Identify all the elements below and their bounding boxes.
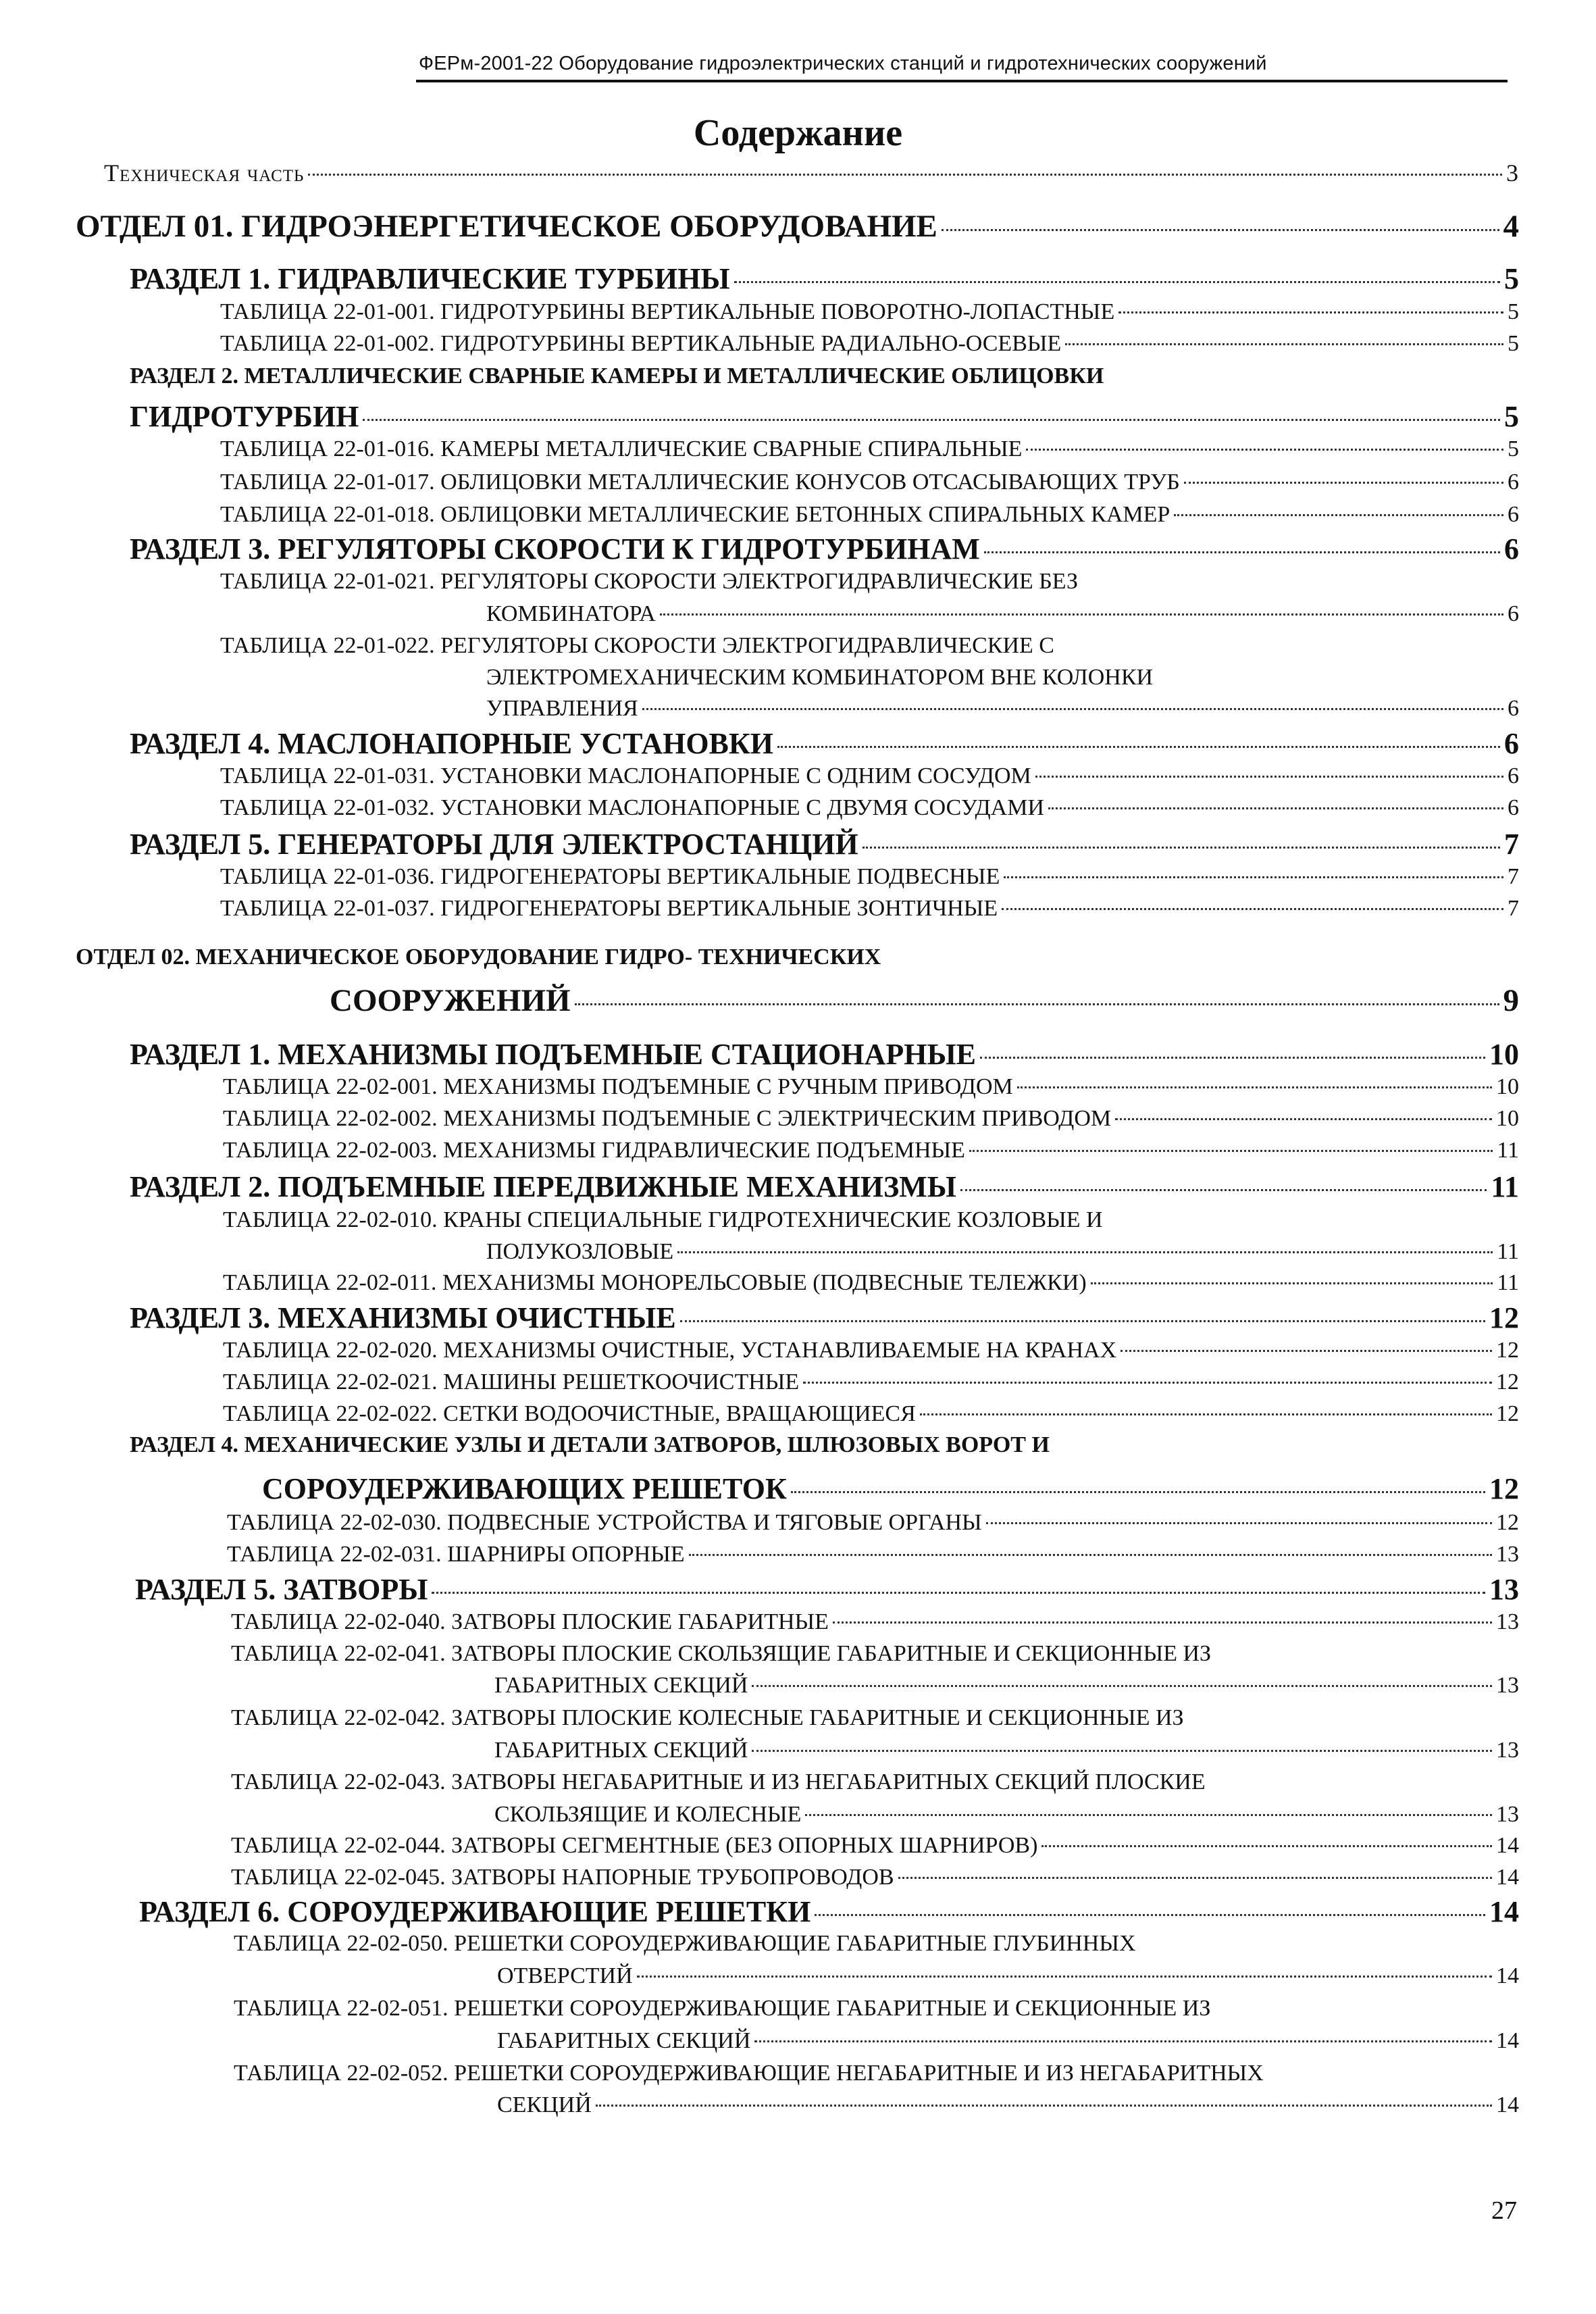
leader-dots	[1091, 1282, 1493, 1284]
toc-entry-table-22-02-045[interactable]: ТАБЛИЦА 22-02-045. ЗАТВОРЫ НАПОРНЫЕ ТРУБОПРОВОДОВ 14	[231, 1865, 1519, 1890]
toc-entry-table-22-01-022[interactable]: УПРАВЛЕНИЯ 6	[486, 696, 1519, 721]
leader-dots	[833, 1621, 1492, 1624]
toc-entry-table-22-02-011[interactable]: ТАБЛИЦА 22-02-011. МЕХАНИЗМЫ МОНОРЕЛЬСОВЫЕ (ПОДВЕСНЫЕ ТЕЛЕЖКИ) 11	[223, 1270, 1519, 1295]
toc-entry-table-22-01-037[interactable]: ТАБЛИЦА 22-01-037. ГИДРОГЕНЕРАТОРЫ ВЕРТИКАЛЬНЫЕ ЗОНТИЧНЫЕ 7	[220, 896, 1519, 921]
toc-entry-table-22-02-043-line1: ТАБЛИЦА 22-02-043. ЗАТВОРЫ НЕГАБАРИТНЫЕ И ИЗ НЕГАБАРИТНЫХ СЕКЦИЙ ПЛОСКИЕ	[231, 1769, 1206, 1794]
leader-dots	[980, 1057, 1485, 1059]
toc-entry-table-22-01-031[interactable]: ТАБЛИЦА 22-01-031. УСТАНОВКИ МАСЛОНАПОРНЫЕ С ОДНИМ СОСУДОМ 6	[220, 763, 1519, 788]
toc-entry-table-22-01-002[interactable]: ТАБЛИЦА 22-01-002. ГИДРОТУРБИНЫ ВЕРТИКАЛЬНЫЕ РАДИАЛЬНО-ОСЕВЫЕ 5	[220, 331, 1519, 356]
toc-entry-table-22-02-040[interactable]: ТАБЛИЦА 22-02-040. ЗАТВОРЫ ПЛОСКИЕ ГАБАРИТНЫЕ 13	[231, 1609, 1519, 1634]
leader-dots	[677, 1251, 1493, 1253]
leader-dots	[1017, 1086, 1492, 1088]
leader-dots	[986, 1522, 1492, 1524]
leader-dots	[791, 1491, 1485, 1493]
leader-dots	[898, 1877, 1492, 1879]
leader-dots	[1002, 908, 1503, 910]
toc-entry-table-22-01-021[interactable]: КОМБИНАТОРА 6	[486, 601, 1519, 626]
toc-entry-table-22-02-003[interactable]: ТАБЛИЦА 22-02-003. МЕХАНИЗМЫ ГИДРАВЛИЧЕСКИЕ ПОДЪЕМНЫЕ 11	[223, 1138, 1519, 1163]
toc-entry-table-22-02-051[interactable]: ГАБАРИТНЫХ СЕКЦИЙ 14	[497, 2028, 1519, 2053]
leader-dots	[1048, 807, 1503, 809]
toc-entry-table-22-01-022-line1: ТАБЛИЦА 22-01-022. РЕГУЛЯТОРЫ СКОРОСТИ ЭЛЕКТРОГИДРАВЛИЧЕСКИЕ С	[220, 633, 1054, 658]
toc-entry-table-22-01-017[interactable]: ТАБЛИЦА 22-01-017. ОБЛИЦОВКИ МЕТАЛЛИЧЕСКИЕ КОНУСОВ ОТСАСЫВАЮЩИХ ТРУБ 6	[220, 470, 1519, 495]
toc-entry-table-22-02-021[interactable]: ТАБЛИЦА 22-02-021. МАШИНЫ РЕШЕТКООЧИСТНЫЕ 12	[223, 1369, 1519, 1394]
toc-entry-table-22-02-042-line1: ТАБЛИЦА 22-02-042. ЗАТВОРЫ ПЛОСКИЕ КОЛЕСНЫЕ ГАБАРИТНЫЕ И СЕКЦИОННЫЕ ИЗ	[231, 1705, 1184, 1730]
toc-entry-razdel-1-4[interactable]: РАЗДЕЛ 4. МАСЛОНАПОРНЫЕ УСТАНОВКИ 6	[130, 727, 1519, 760]
toc-entry-otdel-02[interactable]: СООРУЖЕНИЙ 9	[330, 983, 1519, 1018]
leader-dots	[1035, 776, 1503, 778]
toc-entry-otdel-02-line1: ОТДЕЛ 02. МЕХАНИЧЕСКОЕ ОБОРУДОВАНИЕ ГИДРО- ТЕХНИЧЕСКИХ	[76, 945, 881, 970]
leader-dots	[1184, 482, 1503, 484]
leader-dots	[1004, 876, 1503, 878]
toc-entry-table-22-02-041-line1: ТАБЛИЦА 22-02-041. ЗАТВОРЫ ПЛОСКИЕ СКОЛЬЗЯЩИЕ ГАБАРИТНЫЕ И СЕКЦИОННЫЕ ИЗ	[231, 1641, 1212, 1666]
toc-entry-razdel-1-3[interactable]: РАЗДЕЛ 3. РЕГУЛЯТОРЫ СКОРОСТИ К ГИДРОТУРБИНАМ 6	[130, 532, 1519, 565]
toc-entry-table-22-01-021-line1: ТАБЛИЦА 22-01-021. РЕГУЛЯТОРЫ СКОРОСТИ ЭЛЕКТРОГИДРАВЛИЧЕСКИЕ БЕЗ	[220, 569, 1079, 594]
leader-dots	[805, 1814, 1492, 1816]
leader-dots	[680, 1320, 1485, 1322]
toc-entry-razdel-2-4-line1: РАЗДЕЛ 4. МЕХАНИЧЕСКИЕ УЗЛЫ И ДЕТАЛИ ЗАТВОРОВ, ШЛЮЗОВЫХ ВОРОТ И	[130, 1432, 1050, 1457]
leader-dots	[803, 1382, 1492, 1384]
toc-entry-razdel-2-4[interactable]: СОРОУДЕРЖИВАЮЩИХ РЕШЕТОК 12	[262, 1472, 1519, 1505]
toc-entry-table-22-02-020[interactable]: ТАБЛИЦА 22-02-020. МЕХАНИЗМЫ ОЧИСТНЫЕ, УСТАНАВЛИВАЕМЫЕ НА КРАНАХ 12	[223, 1338, 1519, 1363]
leader-dots	[777, 746, 1500, 748]
leader-dots	[689, 1554, 1492, 1556]
page-number: 27	[1491, 2196, 1517, 2225]
leader-dots	[754, 2040, 1492, 2042]
toc-entry-table-22-02-010[interactable]: ПОЛУКОЗЛОВЫЕ 11	[486, 1239, 1519, 1264]
toc-entry-table-22-02-030[interactable]: ТАБЛИЦА 22-02-030. ПОДВЕСНЫЕ УСТРОЙСТВА И ТЯГОВЫЕ ОРГАНЫ 12	[227, 1510, 1519, 1535]
toc-entry-razdel-2-3[interactable]: РАЗДЕЛ 3. МЕХАНИЗМЫ ОЧИСТНЫЕ 12	[130, 1301, 1519, 1334]
toc-entry-table-22-01-036[interactable]: ТАБЛИЦА 22-01-036. ГИДРОГЕНЕРАТОРЫ ВЕРТИКАЛЬНЫЕ ПОДВЕСНЫЕ 7	[220, 864, 1519, 889]
leader-dots	[363, 419, 1500, 421]
toc-entry-table-22-02-001[interactable]: ТАБЛИЦА 22-02-001. МЕХАНИЗМЫ ПОДЪЕМНЫЕ С РУЧНЫМ ПРИВОДОМ 10	[223, 1074, 1519, 1099]
leader-dots	[815, 1914, 1485, 1916]
leader-dots	[960, 1189, 1487, 1191]
toc-entry-table-22-01-022-line2: ЭЛЕКТРОМЕХАНИЧЕСКИМ КОМБИНАТОРОМ ВНЕ КОЛОНКИ	[486, 665, 1154, 690]
toc-entry-otdel-01[interactable]: ОТДЕЛ 01. ГИДРОЭНЕРГЕТИЧЕСКОЕ ОБОРУДОВАНИЕ 4	[76, 209, 1519, 244]
leader-dots	[1041, 1845, 1492, 1847]
leader-dots	[1065, 343, 1503, 345]
toc-entry-table-22-02-002[interactable]: ТАБЛИЦА 22-02-002. МЕХАНИЗМЫ ПОДЪЕМНЫЕ С ЭЛЕКТРИЧЕСКИМ ПРИВОДОМ 10	[223, 1106, 1519, 1131]
toc-entry-table-22-02-050[interactable]: ОТВЕРСТИЙ 14	[497, 1963, 1519, 1988]
leader-dots	[920, 1413, 1492, 1415]
leader-dots	[575, 1003, 1499, 1005]
toc-entry-table-22-02-052-line1: ТАБЛИЦА 22-02-052. РЕШЕТКИ СОРОУДЕРЖИВАЮЩИЕ НЕГАБАРИТНЫЕ И ИЗ НЕГАБАРИТНЫХ	[234, 2061, 1264, 2086]
toc-entry-table-22-02-044[interactable]: ТАБЛИЦА 22-02-044. ЗАТВОРЫ СЕГМЕНТНЫЕ (БЕЗ ОПОРНЫХ ШАРНИРОВ) 14	[231, 1833, 1519, 1858]
leader-dots	[734, 281, 1500, 283]
toc-entry-table-22-02-042[interactable]: ГАБАРИТНЫХ СЕКЦИЙ 13	[494, 1738, 1519, 1763]
leader-dots	[969, 1150, 1493, 1152]
toc-entry-table-22-01-032[interactable]: ТАБЛИЦА 22-01-032. УСТАНОВКИ МАСЛОНАПОРНЫЕ С ДВУМЯ СОСУДАМИ 6	[220, 795, 1519, 820]
leader-dots	[1121, 1350, 1492, 1352]
toc-entry-table-22-01-016[interactable]: ТАБЛИЦА 22-01-016. КАМЕРЫ МЕТАЛЛИЧЕСКИЕ СВАРНЫЕ СПИРАЛЬНЫЕ 5	[220, 436, 1519, 461]
leader-dots	[596, 2105, 1492, 2107]
leader-dots	[1026, 449, 1503, 451]
toc-entry-table-22-02-031[interactable]: ТАБЛИЦА 22-02-031. ШАРНИРЫ ОПОРНЫЕ 13	[227, 1542, 1519, 1567]
leader-dots	[752, 1685, 1492, 1687]
toc-entry-razdel-2-1[interactable]: РАЗДЕЛ 1. МЕХАНИЗМЫ ПОДЪЕМНЫЕ СТАЦИОНАРНЫЕ 10	[130, 1038, 1519, 1071]
toc-entry-table-22-01-001[interactable]: ТАБЛИЦА 22-01-001. ГИДРОТУРБИНЫ ВЕРТИКАЛЬНЫЕ ПОВОРОТНО-ЛОПАСТНЫЕ 5	[220, 299, 1519, 324]
toc-entry-razdel-2-2[interactable]: РАЗДЕЛ 2. ПОДЪЕМНЫЕ ПЕРЕДВИЖНЫЕ МЕХАНИЗМЫ 11	[130, 1170, 1519, 1203]
toc-entry-table-22-02-043[interactable]: СКОЛЬЗЯЩИЕ И КОЛЕСНЫЕ 13	[494, 1802, 1519, 1827]
leader-dots	[660, 613, 1503, 615]
toc-entry-table-22-02-010-line1: ТАБЛИЦА 22-02-010. КРАНЫ СПЕЦИАЛЬНЫЕ ГИДРОТЕХНИЧЕСКИЕ КОЗЛОВЫЕ И	[223, 1207, 1103, 1232]
toc-entry-razdel-1-2-line1: РАЗДЕЛ 2. МЕТАЛЛИЧЕСКИЕ СВАРНЫЕ КАМЕРЫ И МЕТАЛЛИЧЕСКИЕ ОБЛИЦОВКИ	[130, 363, 1104, 388]
leader-dots	[984, 551, 1500, 553]
toc-entry-razdel-1-2[interactable]: ГИДРОТУРБИН 5	[130, 400, 1519, 433]
toc-entry-razdel-1-5[interactable]: РАЗДЕЛ 5. ГЕНЕРАТОРЫ ДЛЯ ЭЛЕКТРОСТАНЦИЙ 7	[130, 828, 1519, 861]
toc-entry-table-22-02-051-line1: ТАБЛИЦА 22-02-051. РЕШЕТКИ СОРОУДЕРЖИВАЮЩИЕ ГАБАРИТНЫЕ И СЕКЦИОННЫЕ ИЗ	[234, 1996, 1211, 2021]
leader-dots	[642, 708, 1503, 710]
leader-dots	[1174, 514, 1503, 516]
leader-dots	[432, 1592, 1485, 1594]
leader-dots	[942, 229, 1499, 231]
toc-entry-razdel-2-5[interactable]: РАЗДЕЛ 5. ЗАТВОРЫ 13	[135, 1573, 1519, 1606]
leader-dots	[752, 1750, 1492, 1752]
toc-entry-razdel-2-6[interactable]: РАЗДЕЛ 6. СОРОУДЕРЖИВАЮЩИЕ РЕШЕТКИ 14	[139, 1895, 1519, 1928]
toc-entry-table-22-02-052[interactable]: СЕКЦИЙ 14	[497, 2092, 1519, 2117]
toc-entry-table-22-01-018[interactable]: ТАБЛИЦА 22-01-018. ОБЛИЦОВКИ МЕТАЛЛИЧЕСКИЕ БЕТОННЫХ СПИРАЛЬНЫХ КАМЕР 6	[220, 502, 1519, 527]
leader-dots	[863, 847, 1500, 849]
toc-entry-table-22-02-050-line1: ТАБЛИЦА 22-02-050. РЕШЕТКИ СОРОУДЕРЖИВАЮЩИЕ ГАБАРИТНЫЕ ГЛУБИННЫХ	[234, 1931, 1136, 1956]
leader-dots	[637, 1976, 1492, 1978]
toc-entry-technical-part[interactable]: Техническая часть 3	[104, 159, 1519, 186]
toc-entry-table-22-02-022[interactable]: ТАБЛИЦА 22-02-022. СЕТКИ ВОДООЧИСТНЫЕ, ВРАЩАЮЩИЕСЯ 12	[223, 1401, 1519, 1426]
leader-dots	[1118, 311, 1503, 313]
toc-entry-razdel-1-1[interactable]: РАЗДЕЛ 1. ГИДРАВЛИЧЕСКИЕ ТУРБИНЫ 5	[130, 262, 1519, 295]
leader-dots	[308, 174, 1502, 176]
page-title: Содержание	[693, 112, 903, 154]
running-header: ФЕРм-2001-22 Оборудование гидроэлектрических станций и гидротехнических сооружений	[419, 53, 1267, 74]
toc-entry-table-22-02-041[interactable]: ГАБАРИТНЫХ СЕКЦИЙ 13	[494, 1673, 1519, 1698]
leader-dots	[1115, 1118, 1492, 1120]
